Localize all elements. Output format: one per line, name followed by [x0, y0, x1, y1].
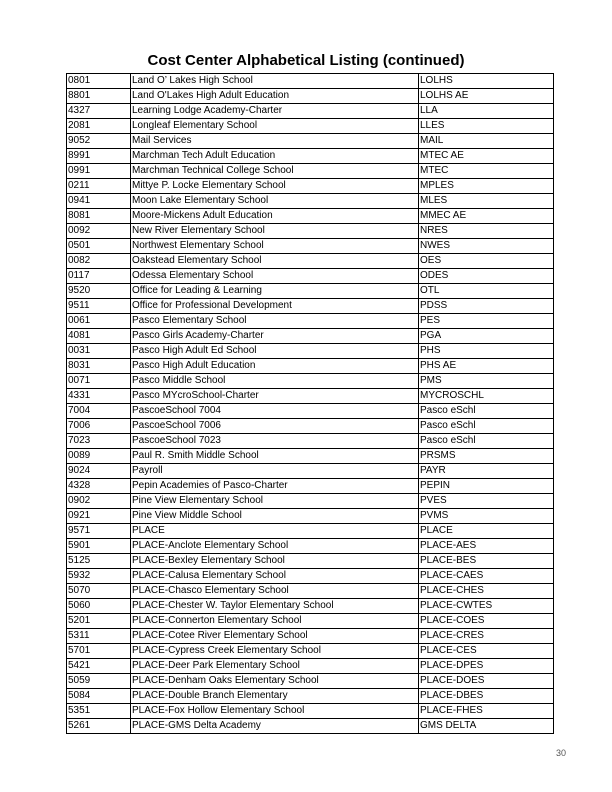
table-row — [67, 659, 554, 674]
table-row — [67, 704, 554, 719]
cost-center-abbreviation: LOLHS AE — [419, 89, 554, 104]
table-row — [67, 569, 554, 584]
cost-center-name: Learning Lodge Academy-Charter — [131, 104, 419, 119]
cost-center-code: 7006 — [67, 419, 131, 434]
cost-center-abbreviation: OES — [419, 254, 554, 269]
cost-center-name: Land O’ Lakes High School — [131, 74, 419, 89]
cost-center-code: 5351 — [67, 704, 131, 719]
cost-center-name: Paul R. Smith Middle School — [131, 449, 419, 464]
cost-center-abbreviation: MMEC AE — [419, 209, 554, 224]
cost-center-name: Pasco High Adult Ed School — [131, 344, 419, 359]
cost-center-abbreviation: PLACE-FHES — [419, 704, 554, 719]
cost-center-code: 4331 — [67, 389, 131, 404]
cost-center-name: Marchman Tech Adult Education — [131, 149, 419, 164]
table-row — [67, 224, 554, 239]
cost-center-abbreviation: MTEC AE — [419, 149, 554, 164]
cost-center-code: 0941 — [67, 194, 131, 209]
cost-center-code: 8991 — [67, 149, 131, 164]
table-row — [67, 464, 554, 479]
cost-center-abbreviation: PLACE-DBES — [419, 689, 554, 704]
cost-center-abbreviation: PLACE-DOES — [419, 674, 554, 689]
table-row — [67, 599, 554, 614]
table-row — [67, 314, 554, 329]
table-row — [67, 479, 554, 494]
table-row — [67, 614, 554, 629]
cost-center-code: 9571 — [67, 524, 131, 539]
cost-center-abbreviation: Pasco eSchl — [419, 419, 554, 434]
cost-center-abbreviation: NRES — [419, 224, 554, 239]
cost-center-abbreviation: LLES — [419, 119, 554, 134]
cost-center-name: Office for Professional Development — [131, 299, 419, 314]
cost-center-abbreviation: PRSMS — [419, 449, 554, 464]
table-row — [67, 284, 554, 299]
cost-center-name: Payroll — [131, 464, 419, 479]
table-row — [67, 389, 554, 404]
cost-center-abbreviation: PLACE-CES — [419, 644, 554, 659]
table-row — [67, 74, 554, 89]
cost-center-code: 2081 — [67, 119, 131, 134]
cost-center-abbreviation: PAYR — [419, 464, 554, 479]
cost-center-code: 9520 — [67, 284, 131, 299]
cost-center-table-body — [67, 74, 554, 734]
table-row — [67, 299, 554, 314]
cost-center-name: Moore-Mickens Adult Education — [131, 209, 419, 224]
table-row — [67, 584, 554, 599]
cost-center-name: Northwest Elementary School — [131, 239, 419, 254]
cost-center-name: PascoeSchool 7006 — [131, 419, 419, 434]
table-row — [67, 149, 554, 164]
table-row — [67, 344, 554, 359]
table-row — [67, 539, 554, 554]
cost-center-code: 4081 — [67, 329, 131, 344]
cost-center-abbreviation: ODES — [419, 269, 554, 284]
table-row — [67, 194, 554, 209]
cost-center-name: PLACE-Bexley Elementary School — [131, 554, 419, 569]
cost-center-name: New River Elementary School — [131, 224, 419, 239]
cost-center-code: 9024 — [67, 464, 131, 479]
cost-center-name: Pine View Middle School — [131, 509, 419, 524]
table-row — [67, 329, 554, 344]
table-row — [67, 209, 554, 224]
table-row — [67, 374, 554, 389]
cost-center-name: PLACE-Deer Park Elementary School — [131, 659, 419, 674]
cost-center-code: 5261 — [67, 719, 131, 734]
table-row — [67, 629, 554, 644]
table-row — [67, 269, 554, 284]
cost-center-abbreviation: PLACE — [419, 524, 554, 539]
cost-center-name: Oakstead Elementary School — [131, 254, 419, 269]
cost-center-code: 9511 — [67, 299, 131, 314]
table-row — [67, 674, 554, 689]
table-row — [67, 689, 554, 704]
cost-center-code: 0071 — [67, 374, 131, 389]
cost-center-name: Longleaf Elementary School — [131, 119, 419, 134]
cost-center-name: PascoeSchool 7004 — [131, 404, 419, 419]
cost-center-code: 5084 — [67, 689, 131, 704]
table-row — [67, 554, 554, 569]
cost-center-name: PLACE-Chester W. Taylor Elementary School — [131, 599, 419, 614]
page-title: Cost Center Alphabetical Listing (continued) — [147, 52, 465, 69]
cost-center-abbreviation: PMS — [419, 374, 554, 389]
cost-center-abbreviation: PLACE-CAES — [419, 569, 554, 584]
cost-center-code: 4328 — [67, 479, 131, 494]
cost-center-code: 0211 — [67, 179, 131, 194]
cost-center-name: Pasco High Adult Education — [131, 359, 419, 374]
table-row — [67, 359, 554, 374]
cost-center-code: 8081 — [67, 209, 131, 224]
table-row — [67, 644, 554, 659]
cost-center-abbreviation: PLACE-DPES — [419, 659, 554, 674]
cost-center-name: Pasco MYcroSchool-Charter — [131, 389, 419, 404]
cost-center-code: 0921 — [67, 509, 131, 524]
cost-center-abbreviation: PEPIN — [419, 479, 554, 494]
table-row — [67, 509, 554, 524]
table-row — [67, 404, 554, 419]
cost-center-code: 5125 — [67, 554, 131, 569]
cost-center-name: PLACE-Connerton Elementary School — [131, 614, 419, 629]
cost-center-code: 7004 — [67, 404, 131, 419]
table-row — [67, 119, 554, 134]
cost-center-name: PascoeSchool 7023 — [131, 434, 419, 449]
cost-center-name: PLACE-Cotee River Elementary School — [131, 629, 419, 644]
cost-center-abbreviation: MTEC — [419, 164, 554, 179]
table-row — [67, 449, 554, 464]
cost-center-name: Office for Leading & Learning — [131, 284, 419, 299]
cost-center-code: 0061 — [67, 314, 131, 329]
cost-center-name: Moon Lake Elementary School — [131, 194, 419, 209]
table-row — [67, 89, 554, 104]
cost-center-abbreviation: MLES — [419, 194, 554, 209]
cost-center-name: Marchman Technical College School — [131, 164, 419, 179]
cost-center-name: PLACE-Anclote Elementary School — [131, 539, 419, 554]
cost-center-abbreviation: LLA — [419, 104, 554, 119]
cost-center-code: 0501 — [67, 239, 131, 254]
cost-center-name: Pasco Middle School — [131, 374, 419, 389]
cost-center-code: 5701 — [67, 644, 131, 659]
cost-center-abbreviation: MAIL — [419, 134, 554, 149]
cost-center-code: 8801 — [67, 89, 131, 104]
cost-center-code: 5421 — [67, 659, 131, 674]
cost-center-abbreviation: PLACE-CRES — [419, 629, 554, 644]
cost-center-abbreviation: PLACE-CWTES — [419, 599, 554, 614]
cost-center-code: 5201 — [67, 614, 131, 629]
cost-center-name: Pasco Girls Academy-Charter — [131, 329, 419, 344]
cost-center-code: 0117 — [67, 269, 131, 284]
cost-center-code: 0991 — [67, 164, 131, 179]
cost-center-name: Mail Services — [131, 134, 419, 149]
cost-center-name: PLACE-Chasco Elementary School — [131, 584, 419, 599]
cost-center-abbreviation: LOLHS — [419, 74, 554, 89]
cost-center-name: Pasco Elementary School — [131, 314, 419, 329]
cost-center-abbreviation: PVMS — [419, 509, 554, 524]
cost-center-name: Pine View Elementary School — [131, 494, 419, 509]
cost-center-abbreviation: PES — [419, 314, 554, 329]
cost-center-name: PLACE-GMS Delta Academy — [131, 719, 419, 734]
table-row — [67, 134, 554, 149]
page-number: 30 — [555, 748, 566, 758]
cost-center-abbreviation: PLACE-CHES — [419, 584, 554, 599]
cost-center-abbreviation: Pasco eSchl — [419, 404, 554, 419]
table-row — [67, 419, 554, 434]
cost-center-code: 5070 — [67, 584, 131, 599]
cost-center-code: 0089 — [67, 449, 131, 464]
cost-center-code: 5059 — [67, 674, 131, 689]
table-row — [67, 179, 554, 194]
cost-center-name: Odessa Elementary School — [131, 269, 419, 284]
cost-center-name: Land O'Lakes High Adult Education — [131, 89, 419, 104]
cost-center-abbreviation: PHS AE — [419, 359, 554, 374]
cost-center-abbreviation: MPLES — [419, 179, 554, 194]
cost-center-abbreviation: Pasco eSchl — [419, 434, 554, 449]
table-row — [67, 524, 554, 539]
table-row — [67, 494, 554, 509]
table-row — [67, 434, 554, 449]
table-row — [67, 104, 554, 119]
cost-center-code: 5932 — [67, 569, 131, 584]
cost-center-abbreviation: PVES — [419, 494, 554, 509]
cost-center-name: PLACE-Cypress Creek Elementary School — [131, 644, 419, 659]
cost-center-abbreviation: NWES — [419, 239, 554, 254]
cost-center-abbreviation: PGA — [419, 329, 554, 344]
cost-center-abbreviation: PLACE-BES — [419, 554, 554, 569]
cost-center-code: 5311 — [67, 629, 131, 644]
cost-center-code: 5901 — [67, 539, 131, 554]
cost-center-table — [66, 73, 554, 734]
cost-center-abbreviation: PHS — [419, 344, 554, 359]
cost-center-name: Pepin Academies of Pasco-Charter — [131, 479, 419, 494]
cost-center-code: 0801 — [67, 74, 131, 89]
cost-center-name: PLACE-Fox Hollow Elementary School — [131, 704, 419, 719]
cost-center-abbreviation: GMS DELTA — [419, 719, 554, 734]
cost-center-code: 7023 — [67, 434, 131, 449]
cost-center-code: 0902 — [67, 494, 131, 509]
cost-center-code: 0092 — [67, 224, 131, 239]
table-row — [67, 719, 554, 734]
cost-center-abbreviation: PLACE-AES — [419, 539, 554, 554]
cost-center-name: PLACE-Calusa Elementary School — [131, 569, 419, 584]
cost-center-name: Mittye P. Locke Elementary School — [131, 179, 419, 194]
cost-center-abbreviation: OTL — [419, 284, 554, 299]
cost-center-abbreviation: PLACE-COES — [419, 614, 554, 629]
cost-center-code: 4327 — [67, 104, 131, 119]
cost-center-name: PLACE-Double Branch Elementary — [131, 689, 419, 704]
cost-center-code: 0082 — [67, 254, 131, 269]
cost-center-code: 0031 — [67, 344, 131, 359]
cost-center-code: 9052 — [67, 134, 131, 149]
cost-center-code: 5060 — [67, 599, 131, 614]
cost-center-abbreviation: MYCROSCHL — [419, 389, 554, 404]
table-row — [67, 239, 554, 254]
cost-center-code: 8031 — [67, 359, 131, 374]
cost-center-name: PLACE-Denham Oaks Elementary School — [131, 674, 419, 689]
table-row — [67, 254, 554, 269]
cost-center-name: PLACE — [131, 524, 419, 539]
table-row — [67, 164, 554, 179]
cost-center-abbreviation: PDSS — [419, 299, 554, 314]
